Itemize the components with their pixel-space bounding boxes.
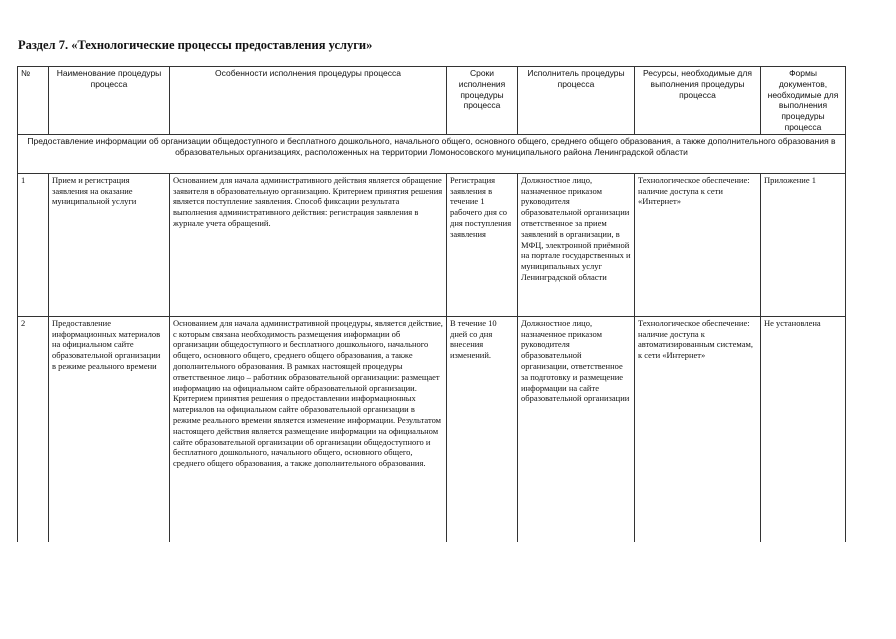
service-description: Предоставление информации об организации общедоступного и бесплатного дошкольного, начального общего, основного общего, среднего общего образования, а также дополнительного образования в образовательных организациях, расположенных на территории Ломоносовского муниципального района Ленинградской области	[18, 134, 846, 173]
header-term: Сроки исполнения процедуры процесса	[447, 67, 518, 135]
row-number: 2	[18, 316, 49, 542]
table-row	[18, 316, 846, 542]
procedure-term: В течение 10 дней со дня внесения изменений.	[447, 316, 518, 542]
table-row	[18, 173, 846, 316]
procedure-resources: Технологическое обеспечение: наличие доступа к сети «Интернет»	[635, 173, 761, 316]
procedure-features: Основанием для начала административной процедуры, является действие, с которым связана необходимость размещения информации об организации общедоступного и бесплатного дошкольного, начального общего, основного общего, среднего общего образования, а также дополнительного образования. В рамках настоящей процедуры ответственное лицо – работник образовательной организации: размещает информацию на официальном сайте образовательной организации. Критерием принятия решения о предоставлении информационных материалов на официальном сайте образовательной организации в режиме реального времени является изменение информации. Результатом настоящего действия является размещение информации на официальном сайте образовательной организации об организации общедоступного и бесплатного дошкольного, начального общего, основного общего, среднего общего образования, а также дополнительного образования.	[170, 316, 447, 542]
row-number: 1	[18, 173, 49, 316]
procedure-forms: Приложение 1	[761, 173, 846, 316]
procedure-resources: Технологическое обеспечение: наличие доступа к автоматизированным системам, к сети «Интернет»	[635, 316, 761, 542]
procedure-term: Регистрация заявления в течение 1 рабочего дня со дня поступления заявления	[447, 173, 518, 316]
procedure-name: Предоставление информационных материалов на официальном сайте образовательной организации в режиме реального времени	[49, 316, 170, 542]
procedure-name: Прием и регистрация заявления на оказание муниципальной услуги	[49, 173, 170, 316]
header-resources: Ресурсы, необходимые для выполнения процедуры процесса	[635, 67, 761, 135]
header-features: Особенности исполнения процедуры процесса	[170, 67, 447, 135]
procedure-executor: Должностное лицо, назначенное приказом руководителя образовательной организации, ответственное за подготовку и размещение информации на сайте образовательной организации	[518, 316, 635, 542]
procedure-forms: Не установлена	[761, 316, 846, 542]
section-title: Раздел 7. «Технологические процессы предоставления услуги»	[18, 38, 373, 52]
service-row	[18, 134, 846, 173]
header-number: №	[18, 67, 49, 135]
procedure-features: Основанием для начала административного действия является обращение заявителя в образовательную организацию. Критерием принятия решения является поступление заявления. Способ фиксации результата выполнения административного действия: регистрация заявления в журнале учета обращений.	[170, 173, 447, 316]
table-header-row	[18, 67, 846, 135]
process-table	[17, 66, 846, 542]
header-procedure-name: Наименование процедуры процесса	[49, 67, 170, 135]
header-executor: Исполнитель процедуры процесса	[518, 67, 635, 135]
procedure-executor: Должностное лицо, назначенное приказом руководителя образовательной организации ответственное за прием заявлений в организации, в МФЦ, электронной приёмной на портале государственных и муниципальных услуг Ленинградской области	[518, 173, 635, 316]
header-forms: Формы документов, необходимые для выполнения процедуры процесса	[761, 67, 846, 135]
